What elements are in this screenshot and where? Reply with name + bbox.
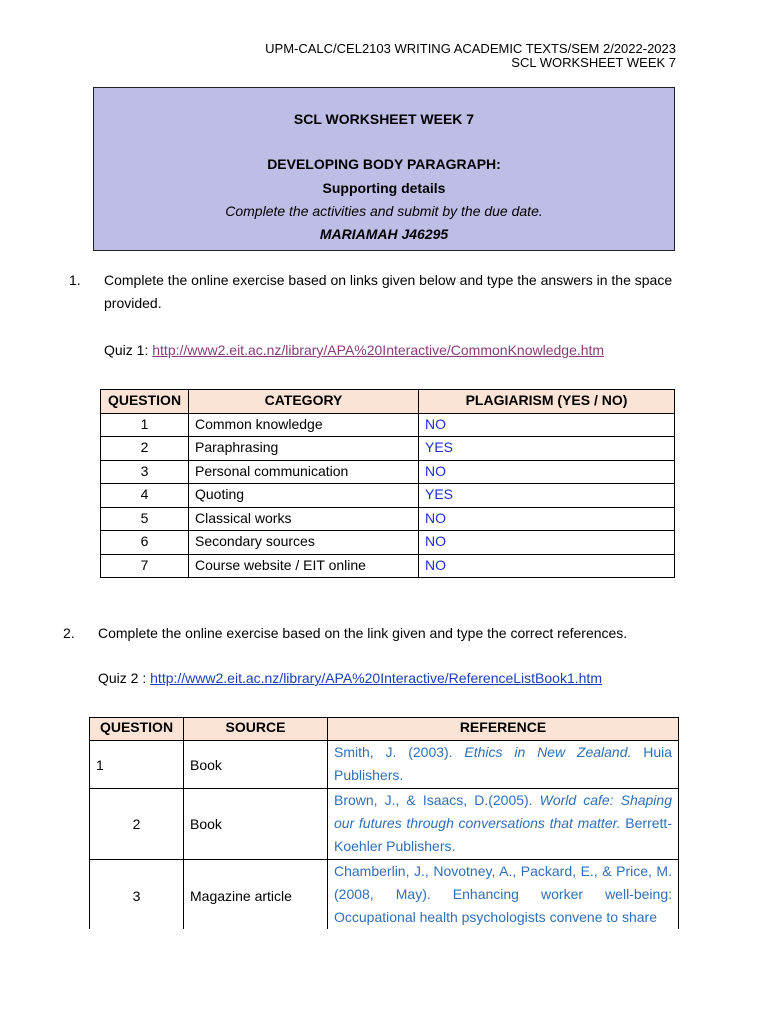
page-header (265, 42, 676, 70)
quiz1-line (104, 342, 604, 358)
reference-table (89, 717, 679, 929)
table-row (101, 531, 675, 555)
question-number: 7 (101, 554, 189, 578)
quiz2-link[interactable]: http://www2.eit.ac.nz/library/APA%20Interactive/ReferenceListBook1.htm (150, 670, 602, 686)
question-number: 1 (101, 413, 189, 437)
header-worksheet-line: SCL WORKSHEET WEEK 7 (511, 55, 676, 70)
plagiarism-answer: NO (419, 554, 675, 578)
plagiarism-answer: NO (419, 413, 675, 437)
reference-text: Brown, J., & Isaacs, D.(2005). (334, 792, 540, 808)
reference-cell (328, 741, 679, 789)
section1-instruction: Complete the online exercise based on links given below and type the answers in the space provided. (104, 272, 673, 311)
table-row (101, 460, 675, 484)
reference-cell (328, 789, 679, 860)
section2-instruction: Complete the online exercise based on the link given and type the correct references. (98, 625, 628, 641)
worksheet-title: SCL WORKSHEET WEEK 7 (293, 111, 475, 127)
table-row (101, 484, 675, 508)
topic-subtitle: Supporting details (322, 180, 446, 196)
table-row (90, 860, 679, 930)
question-number: 3 (101, 460, 189, 484)
column-header-reference: REFERENCE (328, 718, 679, 741)
question-number: 6 (101, 531, 189, 555)
reference-title: World cafe: Shaping our futures through conversations that matter. (334, 792, 672, 831)
topic-title: DEVELOPING BODY PARAGRAPH: (267, 156, 501, 172)
question-number: 1 (90, 741, 184, 789)
instruction-text: Complete the activities and submit by the due date. (225, 203, 543, 219)
table-row (101, 437, 675, 461)
header-course-line: UPM-CALC/CEL2103 WRITING ACADEMIC TEXTS/SEM 2/2022-2023 (265, 41, 676, 56)
source-cell: Magazine article (184, 860, 328, 930)
question-number: 5 (101, 507, 189, 531)
question-number: 2 (101, 437, 189, 461)
title-box (93, 87, 675, 251)
category-cell: Common knowledge (189, 413, 419, 437)
section1-number: 1. (69, 272, 81, 288)
quiz1-link[interactable]: http://www2.eit.ac.nz/library/APA%20Interactive/CommonKnowledge.htm (152, 342, 605, 358)
category-cell: Secondary sources (189, 531, 419, 555)
source-cell: Book (184, 789, 328, 860)
question-number: 4 (101, 484, 189, 508)
reference-table-clip (89, 717, 679, 929)
question-number: 2 (90, 789, 184, 860)
quiz2-line (98, 670, 602, 686)
category-cell: Quoting (189, 484, 419, 508)
column-header-source: SOURCE (184, 718, 328, 741)
column-header-question: QUESTION (90, 718, 184, 741)
category-cell: Paraphrasing (189, 437, 419, 461)
table-row (90, 789, 679, 860)
reference-text: Smith, J. (2003). (334, 744, 465, 760)
student-name: MARIAMAH J46295 (319, 226, 449, 242)
table-row (101, 507, 675, 531)
plagiarism-answer: NO (419, 531, 675, 555)
plagiarism-answer: YES (419, 484, 675, 508)
table-row (101, 413, 675, 437)
plagiarism-answer: NO (419, 507, 675, 531)
reference-text: Chamberlin, J., Novotney, A., Packard, E., & Price, M. (2008, May). Enhancing worker well-being: Occupational health psychologists convene to share (334, 863, 672, 925)
table-header-row (90, 718, 679, 741)
source-cell: Book (184, 741, 328, 789)
category-cell: Personal communication (189, 460, 419, 484)
column-header-question: QUESTION (101, 390, 189, 414)
plagiarism-table (100, 389, 675, 578)
plagiarism-answer: NO (419, 460, 675, 484)
question-number: 3 (90, 860, 184, 930)
section2-number: 2. (63, 625, 75, 641)
category-cell: Course website / EIT online (189, 554, 419, 578)
reference-publisher: Berrett-Koehler Publishers. (334, 815, 672, 854)
quiz1-label: Quiz 1: (104, 342, 153, 358)
category-cell: Classical works (189, 507, 419, 531)
quiz2-label: Quiz 2 : (98, 670, 151, 686)
plagiarism-answer: YES (419, 437, 675, 461)
reference-title: Ethics in New Zealand. (464, 744, 632, 760)
table-row (90, 741, 679, 789)
column-header-plagiarism: PLAGIARISM (YES / NO) (419, 390, 675, 414)
reference-publisher: Huia Publishers. (334, 744, 673, 783)
column-header-category: CATEGORY (189, 390, 419, 414)
table-header-row (101, 390, 675, 414)
table-row (101, 554, 675, 578)
reference-cell (328, 860, 679, 930)
